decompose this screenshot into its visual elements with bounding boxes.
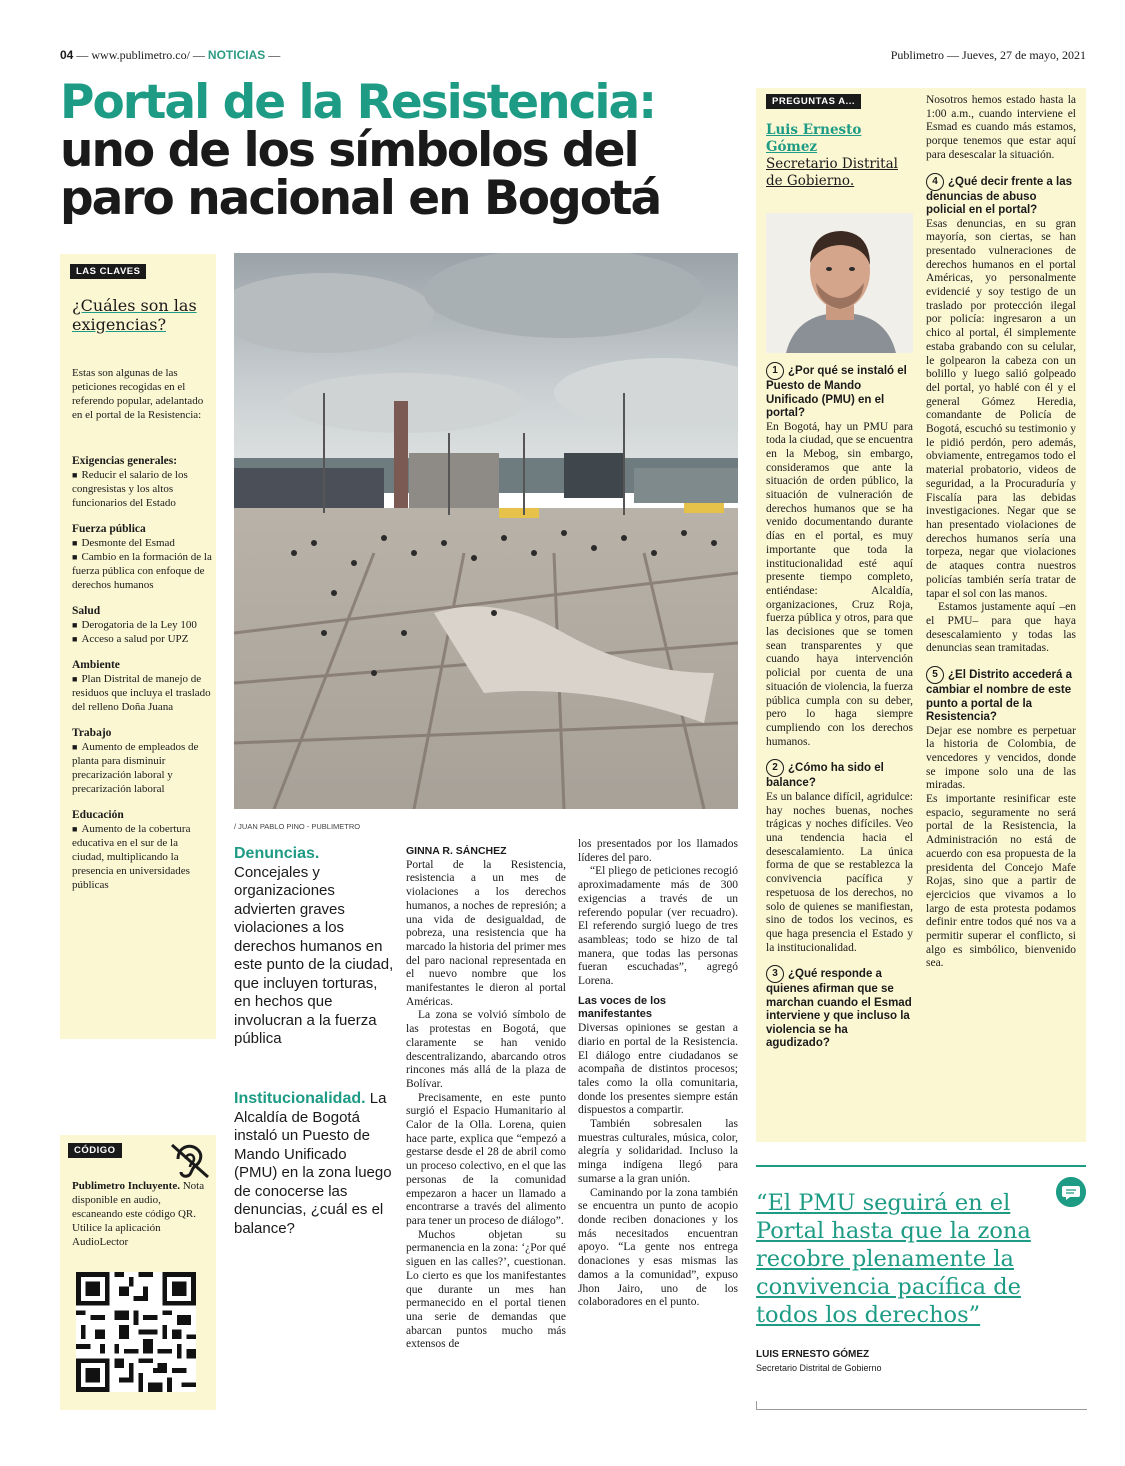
- group-item: ■ Aumento de empleados de planta para disminuir precarización laboral y precarización laboral: [72, 740, 212, 796]
- quote-bracket: [756, 1401, 1087, 1410]
- page-number: 04: [60, 48, 74, 62]
- article-paragraph: los presentados por los llamados líderes del paro.: [578, 838, 738, 864]
- codigo-tag: CÓDIGO: [68, 1143, 122, 1158]
- answer: Es importante resinificar este espacio, seguramente no será portal de la Resistencia, la Administración no está de acuerdo con esa propuesta de la presidenta del Concejo Mafe Rojas, sino que a partir de ejercicios que vivamos a lo largo de esta protesta podamos definir entre todos qué nos va a permitir superar el conflicto, si algo es simbólico, bienvenido sea.: [926, 793, 1076, 970]
- interview-tag: PREGUNTAS A...: [766, 94, 861, 109]
- group-item: ■ Plan Distrital de manejo de residuos que incluya el traslado del relleno Doña Juana: [72, 672, 212, 714]
- question-text: ¿Qué responde a quienes afirman que se marchan cuando el Esmad interviene y que incluso la violencia se ha agudizado?: [766, 968, 912, 1050]
- page-header: [60, 48, 1086, 64]
- codigo-desc: Nota disponible en audio, escaneando este código QR. Utilice la aplicación AudioLector: [72, 1180, 205, 1248]
- question: [926, 173, 1076, 218]
- headline-line-3: paro nacional en Bogotá: [60, 171, 661, 226]
- group-item: ■ Cambio en la formación de la fuerza pública con enfoque de derechos humanos: [72, 550, 212, 592]
- question: [766, 362, 913, 421]
- pull-quote: [756, 1165, 1086, 1410]
- number-4-icon: 4: [926, 173, 944, 191]
- denuncias-kicker: Denuncias.: [234, 845, 320, 862]
- claves-question: ¿Cuáles son las exigencias?: [72, 296, 197, 334]
- question: [926, 666, 1076, 725]
- answer: Dejar ese nombre es perpetuar la historia de Colombia, de vencedores y vencidos, donde se impone solo una de las miradas.: [926, 724, 1076, 792]
- photo-credit: / JUAN PABLO PINO - PUBLIMETRO: [234, 822, 361, 831]
- codigo-text: [72, 1179, 212, 1249]
- quote-text: [756, 1189, 1056, 1329]
- group-item: ■ Acceso a salud por UPZ: [72, 632, 212, 646]
- site-url[interactable]: — www.publimetro.co/ —: [76, 48, 205, 62]
- question-text: ¿Por qué se instaló el Puesto de Mando Unificado (PMU) en el portal?: [766, 365, 907, 419]
- question-text: ¿El Distrito accederá a cambiar el nombre de este punto a portal de la Resistencia?: [926, 669, 1072, 724]
- interviewee-name: Luis Ernesto Gómez: [766, 122, 862, 155]
- claves-groups: [72, 454, 212, 904]
- group-title: Exigencias generales:: [72, 455, 178, 467]
- quote-line: “El PMU seguirá en el Portal hasta que la zona recobre plenamente la convivencia pacífica de todos los derechos”: [756, 1190, 1031, 1328]
- number-5-icon: 5: [926, 666, 944, 684]
- interviewee: [766, 122, 916, 190]
- group-item: ■ Desmonte del Esmad: [72, 536, 212, 550]
- answer: Nosotros hemos estado hasta la 1:00 a.m., cuando interviene el Esmad es cuando más estamos, porque tenemos que estar aquí para desescalar la situación.: [926, 94, 1076, 161]
- claves-tag: LAS CLAVES: [70, 264, 146, 279]
- group-title: Educación: [72, 809, 124, 821]
- group-title: Ambiente: [72, 659, 120, 671]
- headline-line-2: uno de los símbolos del: [60, 123, 638, 178]
- answer: Esas denuncias, en su gran mayoría, son ciertas, se han presentado vulneraciones de derechos humanos en el portal Américas, yo personalmente evidencié y soy testigo de un traslado por protección ilegal por policía: ingresaron a un chico al portal, él simplemente estaba grabando con su celular, le golpearon la cabeza con un bolillo y luego salió golpeado del portal, yo hablé con él y el general Gómez Heredia, comandante de Policía de Bogotá, escuchó su testimonio y le pidió perdón, pero además, obviamente, entregamos todo el material probatorio, videos de seguridad, a la Procuraduría y Fiscalía para las debidas investigaciones. Negar que se han presentado violaciones de derechos humanos sería una torpeza, negar que violaciones de ataques contra nuestros policías también sería tratar de tapar el sol con las manos.: [926, 217, 1076, 600]
- article-paragraph: La zona se volvió símbolo de las protestas en Bogotá, que claramente se han venido descentralizando, abarcando otros rincones más allá de la plaza de Bolívar.: [406, 1009, 566, 1090]
- question: [766, 965, 913, 1051]
- qr-code[interactable]: [76, 1272, 196, 1392]
- group-title: Trabajo: [72, 727, 112, 739]
- article-paragraph: “El pliego de peticiones recogió aproximadamente más de 300 exigencias a través de un referendo popular (ver recuadro). El referendo surgió luego de tres asambleas; todo se hizo de tal manera, que todas las personas fueran escuchadas”, agregó Lorena.: [578, 865, 738, 988]
- article-paragraph: Muchos objetan su permanencia en la zona: ‘¿Por qué siguen en las calles?’, cuestionan. Lo cierto es que los manifestantes que durante un mes han permanecido en el portal tienen una serie de demandas que abarcan puntos mucho más extensos de: [406, 1228, 566, 1351]
- number-2-icon: 2: [766, 759, 784, 777]
- codigo-bold: Publimetro Incluyente.: [72, 1180, 180, 1192]
- article-paragraph: Diversas opiniones se gestan a diario en portal de la Resistencia. El diálogo entre ciudadanos se acompaña de distintos procesos; tales como la olla comunitaria, donde los presentes siempre están dispuestos a compartir.: [578, 1022, 738, 1117]
- article-paragraph: También sobresalen las muestras culturales, música, color, alegría y solidaridad. Incluso la minga indígena llegó para sumarse a la gran unión.: [578, 1118, 738, 1185]
- number-1-icon: 1: [766, 362, 784, 380]
- claves-group: [72, 658, 212, 714]
- interviewee-role: Secretario Distrital de Gobierno.: [766, 156, 898, 189]
- institucionalidad-text: La Alcaldía de Bogotá instaló un Puesto de Mando Unificado (PMU) en la zona luego de conocerse las denuncias, ¿cuál es el balance?: [234, 1090, 392, 1237]
- protest-photo: [234, 253, 738, 809]
- article-paragraph: Caminando por la zona también se encuentra un punto de acopio donde reciben donaciones y los más necesitados encuentran apoyo. “La gente nos entrega donaciones y esas mismas las damos a la comunidad”, expuso Jhon Jairo, uno de los colaboradores en el punto.: [578, 1186, 738, 1309]
- claves-box: [60, 254, 216, 1039]
- article-paragraph: Precisamente, en este punto surgió el Espacio Humanitario al Calor de la Olla. Lorena, quien hace parte, explica que “empezó a gestarse desde el 28 de abril como un proceso colectivo, en el que las personas de la comunidad empezaron a hacer un llamado a encontrarse a través del alimento para tener un proceso de diálogo”.: [406, 1091, 566, 1227]
- group-item: ■ Reducir el salario de los congresistas y los altos funcionarios del Estado: [72, 468, 212, 510]
- number-3-icon: 3: [766, 965, 784, 983]
- quote-author: LUIS ERNESTO GÓMEZ: [756, 1349, 870, 1360]
- ear-icon: [164, 1139, 214, 1181]
- institucionalidad-kicker: Institucionalidad.: [234, 1090, 366, 1107]
- interview-column-2: [926, 94, 1076, 971]
- claves-group: [72, 522, 212, 592]
- byline: GINNA R. SÁNCHEZ: [406, 845, 507, 857]
- article-column-2: [578, 838, 738, 1310]
- headline-line-1: Portal de la Resistencia:: [60, 75, 656, 130]
- denuncias-block: [234, 845, 394, 1049]
- answer: Es un balance difícil, agridulce: hay noches buenas, noches trágicas y noches difíciles. Veo una tendencia hacia el desescalamiento. La única forma de que se restablezca la convivencia pacífica y respetuosa de los derechos, no solo de quienes se manifiestan, sino de todos los vecinos, es que haga presencia el Estado y la institucionalidad.: [766, 790, 913, 954]
- claves-group: [72, 808, 212, 892]
- claves-group: [72, 726, 212, 796]
- question-text: ¿Cómo ha sido el balance?: [766, 762, 884, 790]
- answer: Estamos justamente aquí –en el PMU– para que haya desescalamiento y todas las denuncias sean tramitadas.: [926, 601, 1076, 655]
- article-column-1: [406, 845, 566, 1352]
- codigo-box: [60, 1135, 216, 1410]
- denuncias-text: Concejales y organizaciones advierten graves violaciones a los derechos humanos en este punto de la ciudad, que incluyen torturas, en hechos que involucran a la fuerza pública: [234, 863, 394, 1047]
- question-text: ¿Qué decir frente a las denuncias de abuso policial en el portal?: [926, 175, 1072, 217]
- quote-rule: [756, 1165, 1086, 1167]
- article-paragraph: Portal de la Resistencia, resistencia a un mes de violaciones a los derechos humanos, a noches de represión; a una vida de desigualdad, de pobreza, una resistencia que ha marcado la historia del primer mes del paro nacional representada en el nuevo nombre que los manifestantes le dieron al portal Américas.: [406, 858, 566, 1008]
- answer: En Bogotá, hay un PMU para toda la ciudad, que se encuentra en la Mebog, sin embargo, consideramos que ante la situación de orden público, la situación de vulneración de derechos humanos que se ha venido documentando durante días en el portal, es muy importante que toda la institucionalidad esté aquí presente tiempo completo, entiéndase: Alcaldía, organizaciones, Cruz Roja, fuerza pública y otros, para que las decisiones que se tomen sean transparentes y que cuando haya intervención policial por cuenta de una situación de violencia, la fuerza pública cumpla con su deber, pero lo haga siempre cumpliendo con los derechos humanos.: [766, 420, 913, 748]
- quote-role: Secretario Distrital de Gobierno: [756, 1363, 882, 1373]
- portrait-photo: [766, 213, 913, 353]
- group-title: Fuerza pública: [72, 523, 146, 535]
- group-title: Salud: [72, 605, 101, 617]
- group-item: ■ Aumento de la cobertura educativa en el sur de la ciudad, multiplicando la presencia en universidades públicas: [72, 822, 212, 892]
- article-subhead: Las voces de los manifestantes: [578, 994, 667, 1021]
- dateline: Publimetro — Jueves, 27 de mayo, 2021: [890, 48, 1086, 62]
- claves-group: [72, 454, 212, 510]
- claves-group: [72, 604, 212, 646]
- group-item: ■ Derogatoria de la Ley 100: [72, 618, 212, 632]
- section-name: NOTICIAS: [207, 48, 266, 62]
- question: [766, 759, 913, 791]
- institucionalidad-block: [234, 1090, 394, 1238]
- comment-icon: [1056, 1177, 1086, 1207]
- interview-column-1: [766, 362, 913, 1051]
- claves-intro: Estas son algunas de las peticiones recogidas en el referendo popular, adelantado en el portal de la Resistencia:: [72, 367, 204, 421]
- header-dash: —: [265, 48, 281, 62]
